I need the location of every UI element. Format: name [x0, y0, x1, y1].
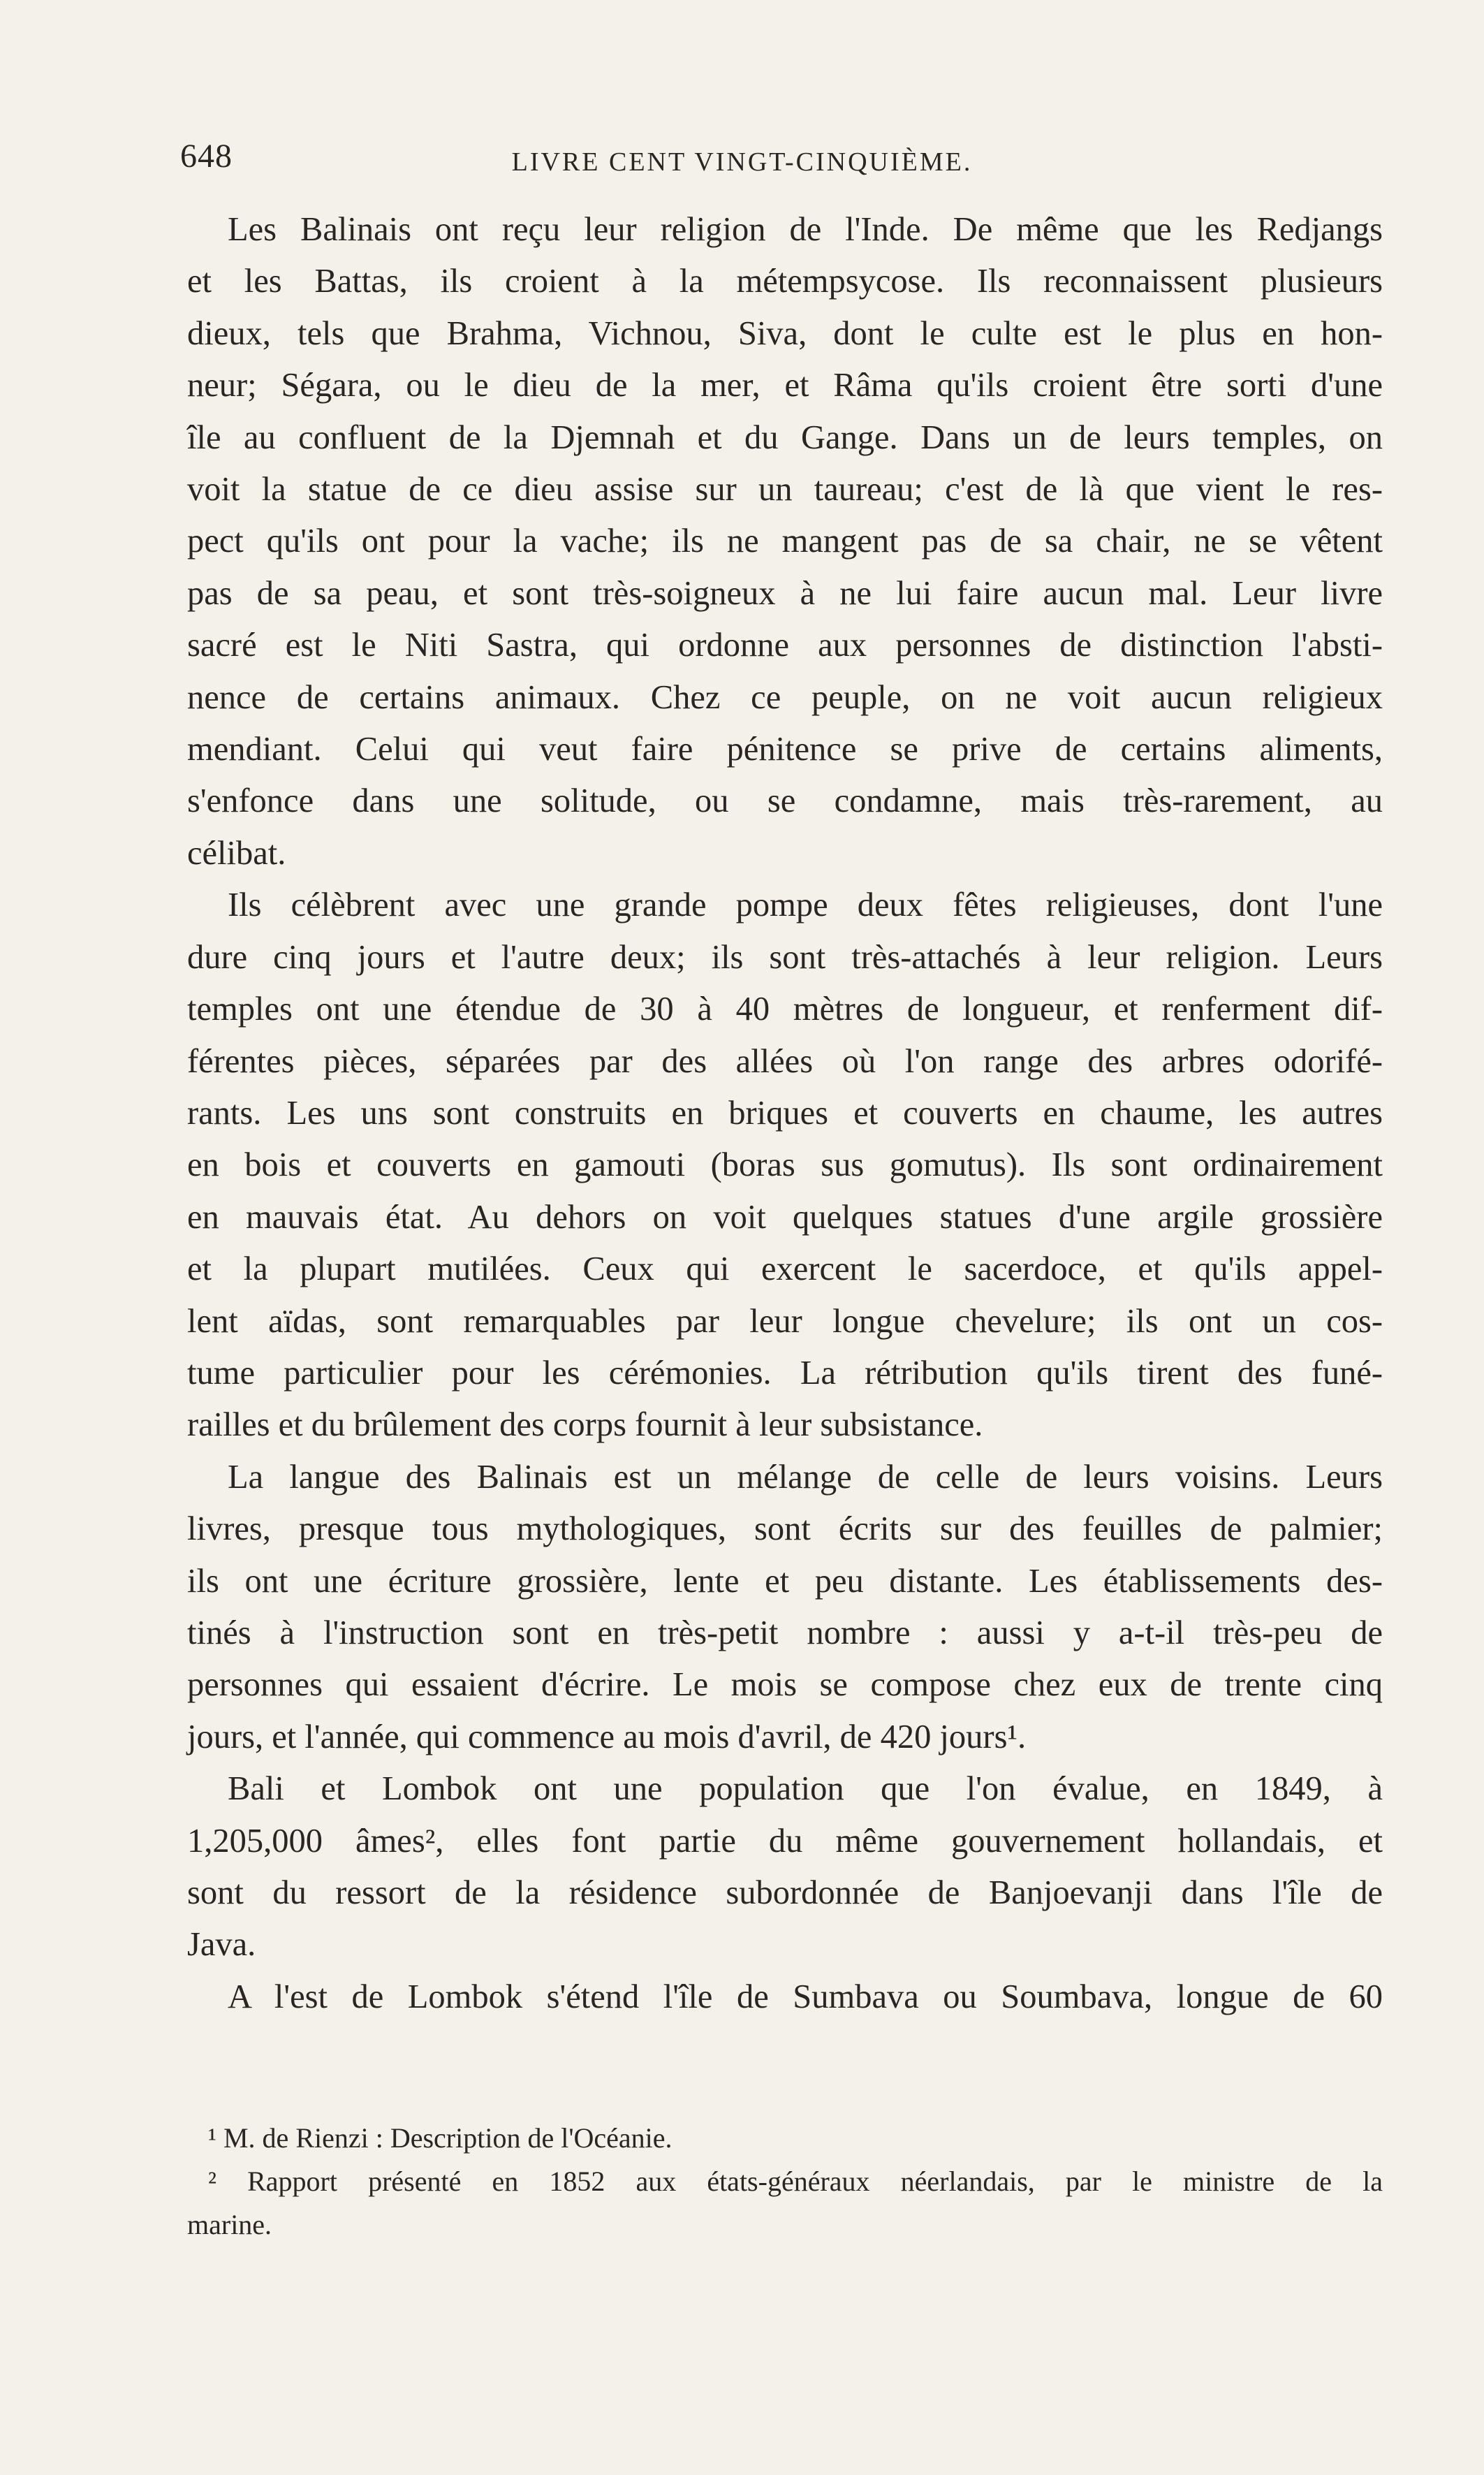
text-line: 1,205,000 âmes², elles font partie du même gouvernement hollandais, et	[187, 1822, 1383, 1860]
text-line: île au confluent de la Djemnah et du Gange. Dans un de leurs temples, on	[187, 418, 1383, 456]
text-line: férentes pièces, séparées par des allées où l'on range des arbres odorifé-	[187, 1042, 1383, 1080]
text-line: railles et du brûlement des corps fournit à leur subsistance.	[187, 1406, 983, 1444]
text-line: et les Battas, ils croient à la métempsycose. Ils reconnaissent plusieurs	[187, 263, 1383, 300]
text-line: célibat.	[187, 834, 286, 872]
running-head: LIVRE CENT VINGT-CINQUIÈME.	[511, 147, 973, 177]
text-line: dure cinq jours et l'autre deux; ils sont très-attachés à leur religion. Leurs	[187, 938, 1383, 976]
text-line: ils ont une écriture grossière, lente et peu distante. Les établissements des-	[187, 1562, 1383, 1600]
text-line: Bali et Lombok ont une population que l'on évalue, en 1849, à	[228, 1770, 1383, 1808]
text-line: tume particulier pour les cérémonies. La rétribution qu'ils tirent des funé-	[187, 1354, 1383, 1392]
text-line: La langue des Balinais est un mélange de celle de leurs voisins. Leurs	[228, 1458, 1383, 1496]
footnote: ¹ M. de Rienzi : Description de l'Océanie.	[208, 2122, 673, 2154]
text-line: Java.	[187, 1926, 256, 1964]
text-line: voit la statue de ce dieu assise sur un taureau; c'est de là que vient le res-	[187, 471, 1383, 509]
text-line: nence de certains animaux. Chez ce peuple, on ne voit aucun religieux	[187, 678, 1383, 716]
paragraph	[187, 1452, 1383, 1763]
text-line: dieux, tels que Brahma, Vichnou, Siva, dont le culte est le plus en hon-	[187, 314, 1383, 352]
text-line: sont du ressort de la résidence subordonnée de Banjoevanji dans l'île de	[187, 1874, 1383, 1911]
text-line: tinés à l'instruction sont en très-petit nombre : aussi y a-t-il très-peu de	[187, 1614, 1383, 1651]
text-line: pas de sa peau, et sont très-soigneux à ne lui faire aucun mal. Leur livre	[187, 574, 1383, 612]
paragraph	[187, 879, 1383, 1451]
text-line: en mauvais état. Au dehors on voit quelques statues d'une argile grossière	[187, 1198, 1383, 1236]
text-line: mendiant. Celui qui veut faire pénitence se prive de certains aliments,	[187, 731, 1383, 768]
text-line: Ils célèbrent avec une grande pompe deux fêtes religieuses, dont l'une	[228, 886, 1383, 924]
text-line: Les Balinais ont reçu leur religion de l'Inde. De même que les Redjangs	[228, 211, 1383, 248]
paragraph	[187, 1763, 1383, 1971]
text-line: en bois et couverts en gamouti (boras sus gomutus). Ils sont ordinairement	[187, 1146, 1383, 1184]
body-text	[187, 204, 1383, 2023]
text-line: pect qu'ils ont pour la vache; ils ne mangent pas de sa chair, ne se vêtent	[187, 523, 1383, 560]
footnote: marine.	[187, 2209, 272, 2240]
text-line: jours, et l'année, qui commence au mois d'avril, de 420 jours¹.	[187, 1718, 1027, 1755]
text-line: lent aïdas, sont remarquables par leur longue chevelure; ils ont un cos-	[187, 1302, 1383, 1340]
footnote: ² Rapport présenté en 1852 aux états-généraux néerlandais, par le ministre de la	[208, 2166, 1383, 2197]
paragraph	[187, 204, 1383, 879]
text-line: temples ont une étendue de 30 à 40 mètres de longueur, et renferment dif-	[187, 991, 1383, 1028]
text-line: rants. Les uns sont construits en briques et couverts en chaume, les autres	[187, 1094, 1383, 1132]
text-line: neur; Ségara, ou le dieu de la mer, et Râma qu'ils croient être sorti d'une	[187, 367, 1383, 404]
text-line: sacré est le Niti Sastra, qui ordonne aux personnes de distinction l'absti-	[187, 627, 1383, 664]
text-line: et la plupart mutilées. Ceux qui exercent le sacerdoce, et qu'ils appel-	[187, 1250, 1383, 1288]
paragraph	[187, 1971, 1383, 2023]
text-line: s'enfonce dans une solitude, ou se condamne, mais très-rarement, au	[187, 782, 1383, 820]
page-number: 648	[180, 138, 233, 175]
text-line: personnes qui essaient d'écrire. Le mois se compose chez eux de trente cinq	[187, 1666, 1383, 1704]
text-line: A l'est de Lombok s'étend l'île de Sumbava ou Soumbava, longue de 60	[228, 1978, 1383, 2015]
footnotes	[187, 2117, 1383, 2247]
text-line: livres, presque tous mythologiques, sont écrits sur des feuilles de palmier;	[187, 1510, 1383, 1548]
